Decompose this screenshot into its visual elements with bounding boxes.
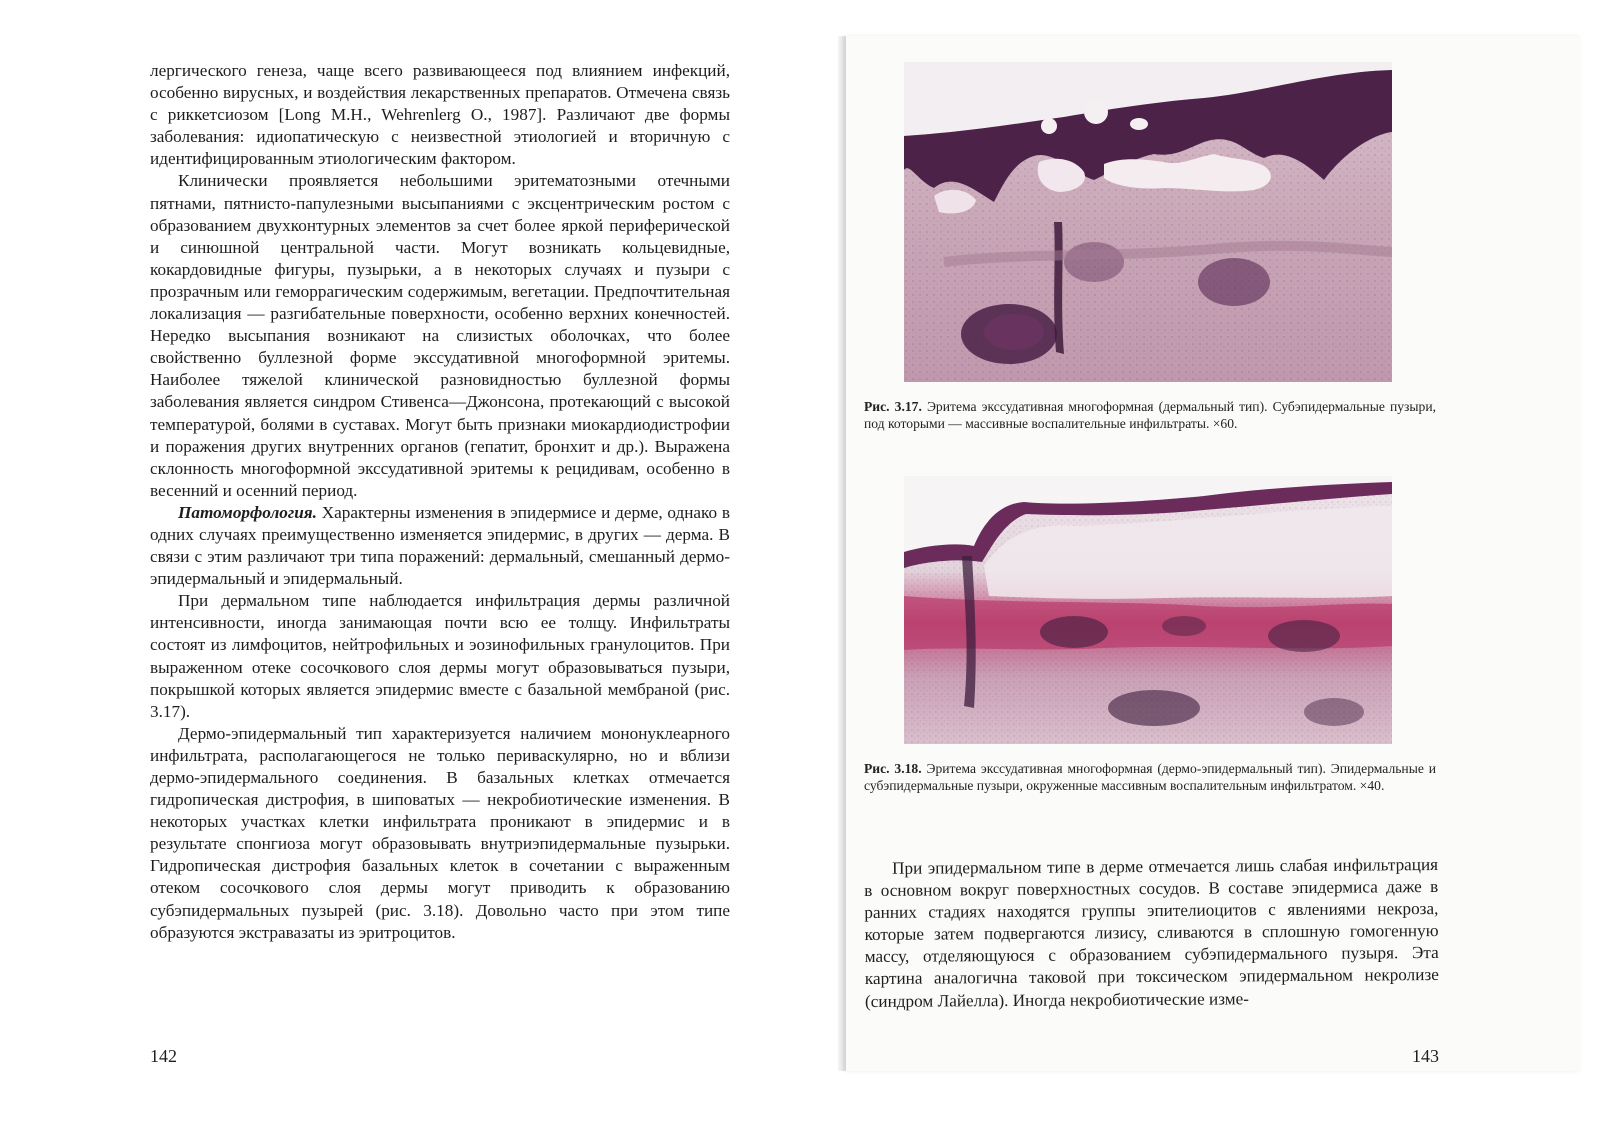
paragraph-clinical: Клинически проявляется небольшими эритематозными отечными пятнами, пятнисто-папулезными высыпаниями с эксцентрическим ростом с образованием двухконтурных элементов за счет более яркой периферической и синюшной центральной части. Могут возникать кольцевидные, кокардовидные фигуры, пузырьки, а в некоторых случаях и пузыри с прозрачным или геморрагическим содержимым, вегетации. Предпочтительная локализация — разгибательные поверхности, особенно верхних конечностей. Нередко высыпания возникают на слизистых оболочках, что более свойственно буллезной форме экссудативной многоформной эритемы. Наиболее тяжелой клинической разновидностью буллезной формы заболевания является синдром Стивенса—Джонсона, протекающий с высокой температурой, болями в суставах. Могут быть признаки миокардиодистрофии и поражения других внутренних органов (гепатит, бронхит и др.). Выражена склонность многоформной экссудативной эритемы к рецидивам, особенно в весенний и осенний период.: [150, 171, 730, 500]
left-text-column: [150, 60, 730, 944]
figure-3-18-caption: [864, 760, 1436, 794]
figure-3-17-label: Рис. 3.17.: [864, 399, 922, 414]
figure-3-17-caption-text: Эритема экссудативная многоформная (дермальный тип). Субэпидермальные пузыри, под которыми — массивные воспалительные инфильтраты. ×60.: [864, 399, 1436, 431]
figure-3-18-micrograph: [904, 476, 1392, 744]
right-text-column: [864, 854, 1439, 1013]
page-number-left: 142: [150, 1046, 177, 1066]
paragraph-epidermal-type: При эпидермальном типе в дерме отмечается лишь слабая инфильтрация в основном вокруг поверхностных сосудов. В составе эпидермиса даже в ранних стадиях находятся группы эпителиоцитов с явлениями некроза, которые затем подвергаются лизису, сливаются в сплошную гомогенную массу, отделяющуюся с образованием субэпидермального пузыря. Эта картина аналогична таковой при токсическом эпидермальном некролизе (синдром Лайелла). Иногда некробиотические изме-: [864, 854, 1439, 1011]
paragraph-pathomorphology: [150, 502, 730, 590]
pathomorphology-heading: Патоморфология.: [178, 502, 317, 522]
figure-3-18-caption-text: Эритема экссудативная многоформная (дермо-эпидермальный тип). Эпидермальные и субэпидермальные пузыри, окруженные массивным воспалительным инфильтратом. ×40.: [864, 761, 1436, 793]
paragraph-intro: лергического генеза, чаще всего развивающееся под влиянием инфекций, особенно вирусных, и воздействия лекарственных препаратов. Отмечена связь с риккетсиозом [Long M.H., Wehrenlerg O., 1987]. Различают две формы заболевания: идиопатическую с неизвестной этиологией и вторичную с идентифицированным этиологическим фактором.: [150, 61, 730, 169]
figure-3-17-micrograph: [904, 62, 1392, 382]
pathomorphology-text: Характерны изменения в эпидермисе и дерме, однако в одних случаях преимущественно изменяется эпидермис, в других — дерма. В связи с этим различают три типа поражений: дермальный, смешанный дермо-эпидермальный и эпидермальный.: [150, 502, 730, 589]
paragraph-dermal-type: При дермальном типе наблюдается инфильтрация дермы различной интенсивности, иногда занимающая почти всю ее толщу. Инфильтраты состоят из лимфоцитов, нейтрофильных и эозинофильных гранулоцитов. При выраженном отеке сосочкового слоя дермы могут образовываться пузыри, покрышкой которых является эпидермис вместе с базальной мембраной (рис. 3.17).: [150, 591, 730, 721]
figure-3-18-label: Рис. 3.18.: [864, 761, 922, 776]
paragraph-dermo-epidermal-type: Дермо-эпидермальный тип характеризуется наличием мононуклеарного инфильтрата, располагающегося не только периваскулярно, но и вблизи дермо-эпидермального соединения. В базальных клетках отмечается гидропическая дистрофия, в шиповатых — некробиотические изменения. В некоторых участках клетки инфильтрата проникают в эпидермис и в результате спонгиоза могут образовывать внутриэпидермальные пузырьки. Гидропическая дистрофия базальных клеток в сочетании с выраженным отеком сосочкового слоя дермы могут приводить к образованию субэпидермальных пузырей (рис. 3.18). Довольно часто при этом типе образуются экстравазаты из эритроцитов.: [150, 723, 730, 942]
figure-3-17-caption: [864, 398, 1436, 432]
page-number-right: 143: [1412, 1046, 1439, 1066]
